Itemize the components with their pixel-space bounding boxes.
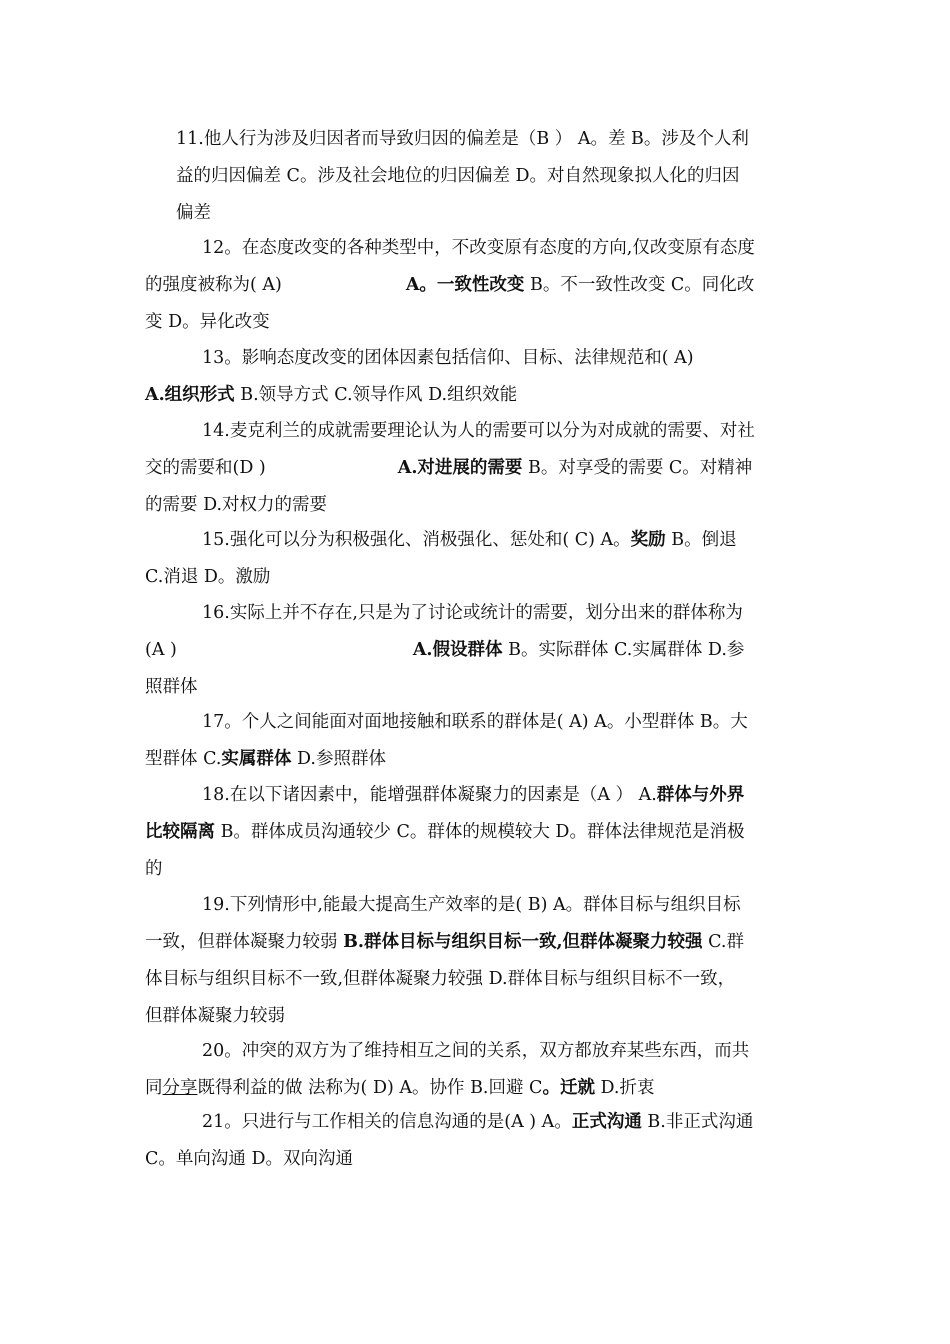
question-12-line-3: 变 D。异化改变 [145,312,270,332]
question-12-options: B。不一致性改变 C。同化改 [524,275,755,295]
question-18-answer-part-1: 群体与外界 [656,785,745,805]
question-13-line-1: 13。影响态度改变的团体因素包括信仰、目标、法律规范和( A) [202,348,694,368]
question-16-options: B。实际群体 C.实属群体 D.参 [502,640,745,660]
question-19-option-c-start: C.群 [702,932,744,952]
question-11-line-3: 偏差 [176,203,211,223]
question-13-answer: A.组织形式 [145,385,235,405]
question-11-line-1: 11.他人行为涉及归因者而导致归因的偏差是（B ） A。差 B。涉及个人利 [176,129,749,149]
question-19-option-a: 一致，但群体凝聚力较弱 [145,932,344,952]
question-21-line-2: C。单向沟通 D。双向沟通 [145,1149,353,1169]
question-18-options: B。群体成员沟通较少 C。群体的规模较大 D。群体法律规范是消极 [215,822,745,842]
question-18-stem: 18.在以下诸因素中，能增强群体凝聚力的因素是（A ） A. [202,785,657,805]
question-19-line-4: 但群体凝聚力较弱 [145,1006,285,1026]
question-12-answer: A。一致性改变 [405,275,525,295]
question-14-stem: 交的需要和(D ) [145,458,266,478]
question-14-line-3: 的需要 D.对权力的需要 [145,495,328,515]
question-14-line-2 [145,457,752,479]
question-12-line-2 [145,274,754,296]
question-16-line-2 [145,639,744,661]
question-21-line-1 [202,1111,753,1133]
question-15-answer: 奖励 [630,530,666,550]
question-19-line-3: 体目标与组织目标不一致,但群体凝聚力较强 D.群体目标与组织目标不一致， [145,969,736,989]
question-19-line-1: 19.下列情形中,能最大提高生产效率的是( B) A。群体目标与组织目标 [202,895,741,915]
question-20-underlined: 分享 [162,1078,198,1098]
question-16-line-1: 16.实际上并不存在,只是为了讨论或统计的需要，划分出来的群体称为 [202,603,743,623]
question-20-line-1: 20。冲突的双方为了维持相互之间的关系，双方都放弃某些东西，而共 [202,1041,750,1061]
question-20-option-d: D.折衷 [594,1078,655,1098]
question-17-options-b: D.参照群体 [291,749,386,769]
question-21-stem: 21。只进行与工作相关的信息沟通的是(A ) A。 [202,1112,572,1132]
question-14-line-1: 14.麦克利兰的成就需要理论认为人的需要可以分为对成就的需要、对社 [202,421,755,441]
question-16-line-3: 照群体 [145,677,198,697]
question-14-options: B。对享受的需要 C。对精神 [522,458,753,478]
question-20-stem-b: 既得利益的做 法称为( D) A。协作 B.回避 C [197,1078,543,1098]
question-20-answer: 。迁就 [542,1078,595,1098]
question-17-options-a: 型群体 C. [145,749,222,769]
question-21-option-b: B.非正式沟通 [641,1112,754,1132]
question-13-line-2 [145,384,517,406]
question-12-stem: 的强度被称为( A) [145,275,282,295]
question-19-answer: B.群体目标与组织目标一致,但群体凝聚力较强 [343,932,703,952]
question-19-line-2 [145,931,744,953]
question-18-line-1 [202,784,744,806]
question-15-line-1 [202,529,737,551]
question-15-stem: 15.强化可以分为积极强化、消极强化、惩处和( C) A。 [202,530,631,550]
question-16-answer: A.假设群体 [412,640,503,660]
question-11-line-2: 益的归因偏差 C。涉及社会地位的归因偏差 D。对自然现象拟人化的归因 [176,166,740,186]
question-13-options: B.领导方式 C.领导作风 D.组织效能 [234,385,518,405]
question-17-line-1: 17。个人之间能面对面地接触和联系的群体是( A) A。小型群体 B。大 [202,712,748,732]
question-12-line-1: 12。在态度改变的各种类型中，不改变原有态度的方向,仅改变原有态度 [202,238,755,258]
question-16-stem: (A ) [145,640,177,660]
question-14-answer: A.对进展的需要 [397,458,523,478]
question-18-answer-part-2: 比较隔离 [145,822,215,842]
question-17-highlight: 实属群体 [221,749,292,769]
question-15-options: B。倒退 [665,530,737,550]
question-15-line-2: C.消退 D。激励 [145,567,271,587]
question-18-line-3: 的 [145,859,163,879]
question-20-stem-a: 同 [145,1078,163,1098]
question-17-line-2 [145,748,386,770]
question-18-line-2 [145,821,744,843]
question-21-answer: 正式沟通 [571,1112,642,1132]
question-20-line-2 [145,1077,655,1099]
